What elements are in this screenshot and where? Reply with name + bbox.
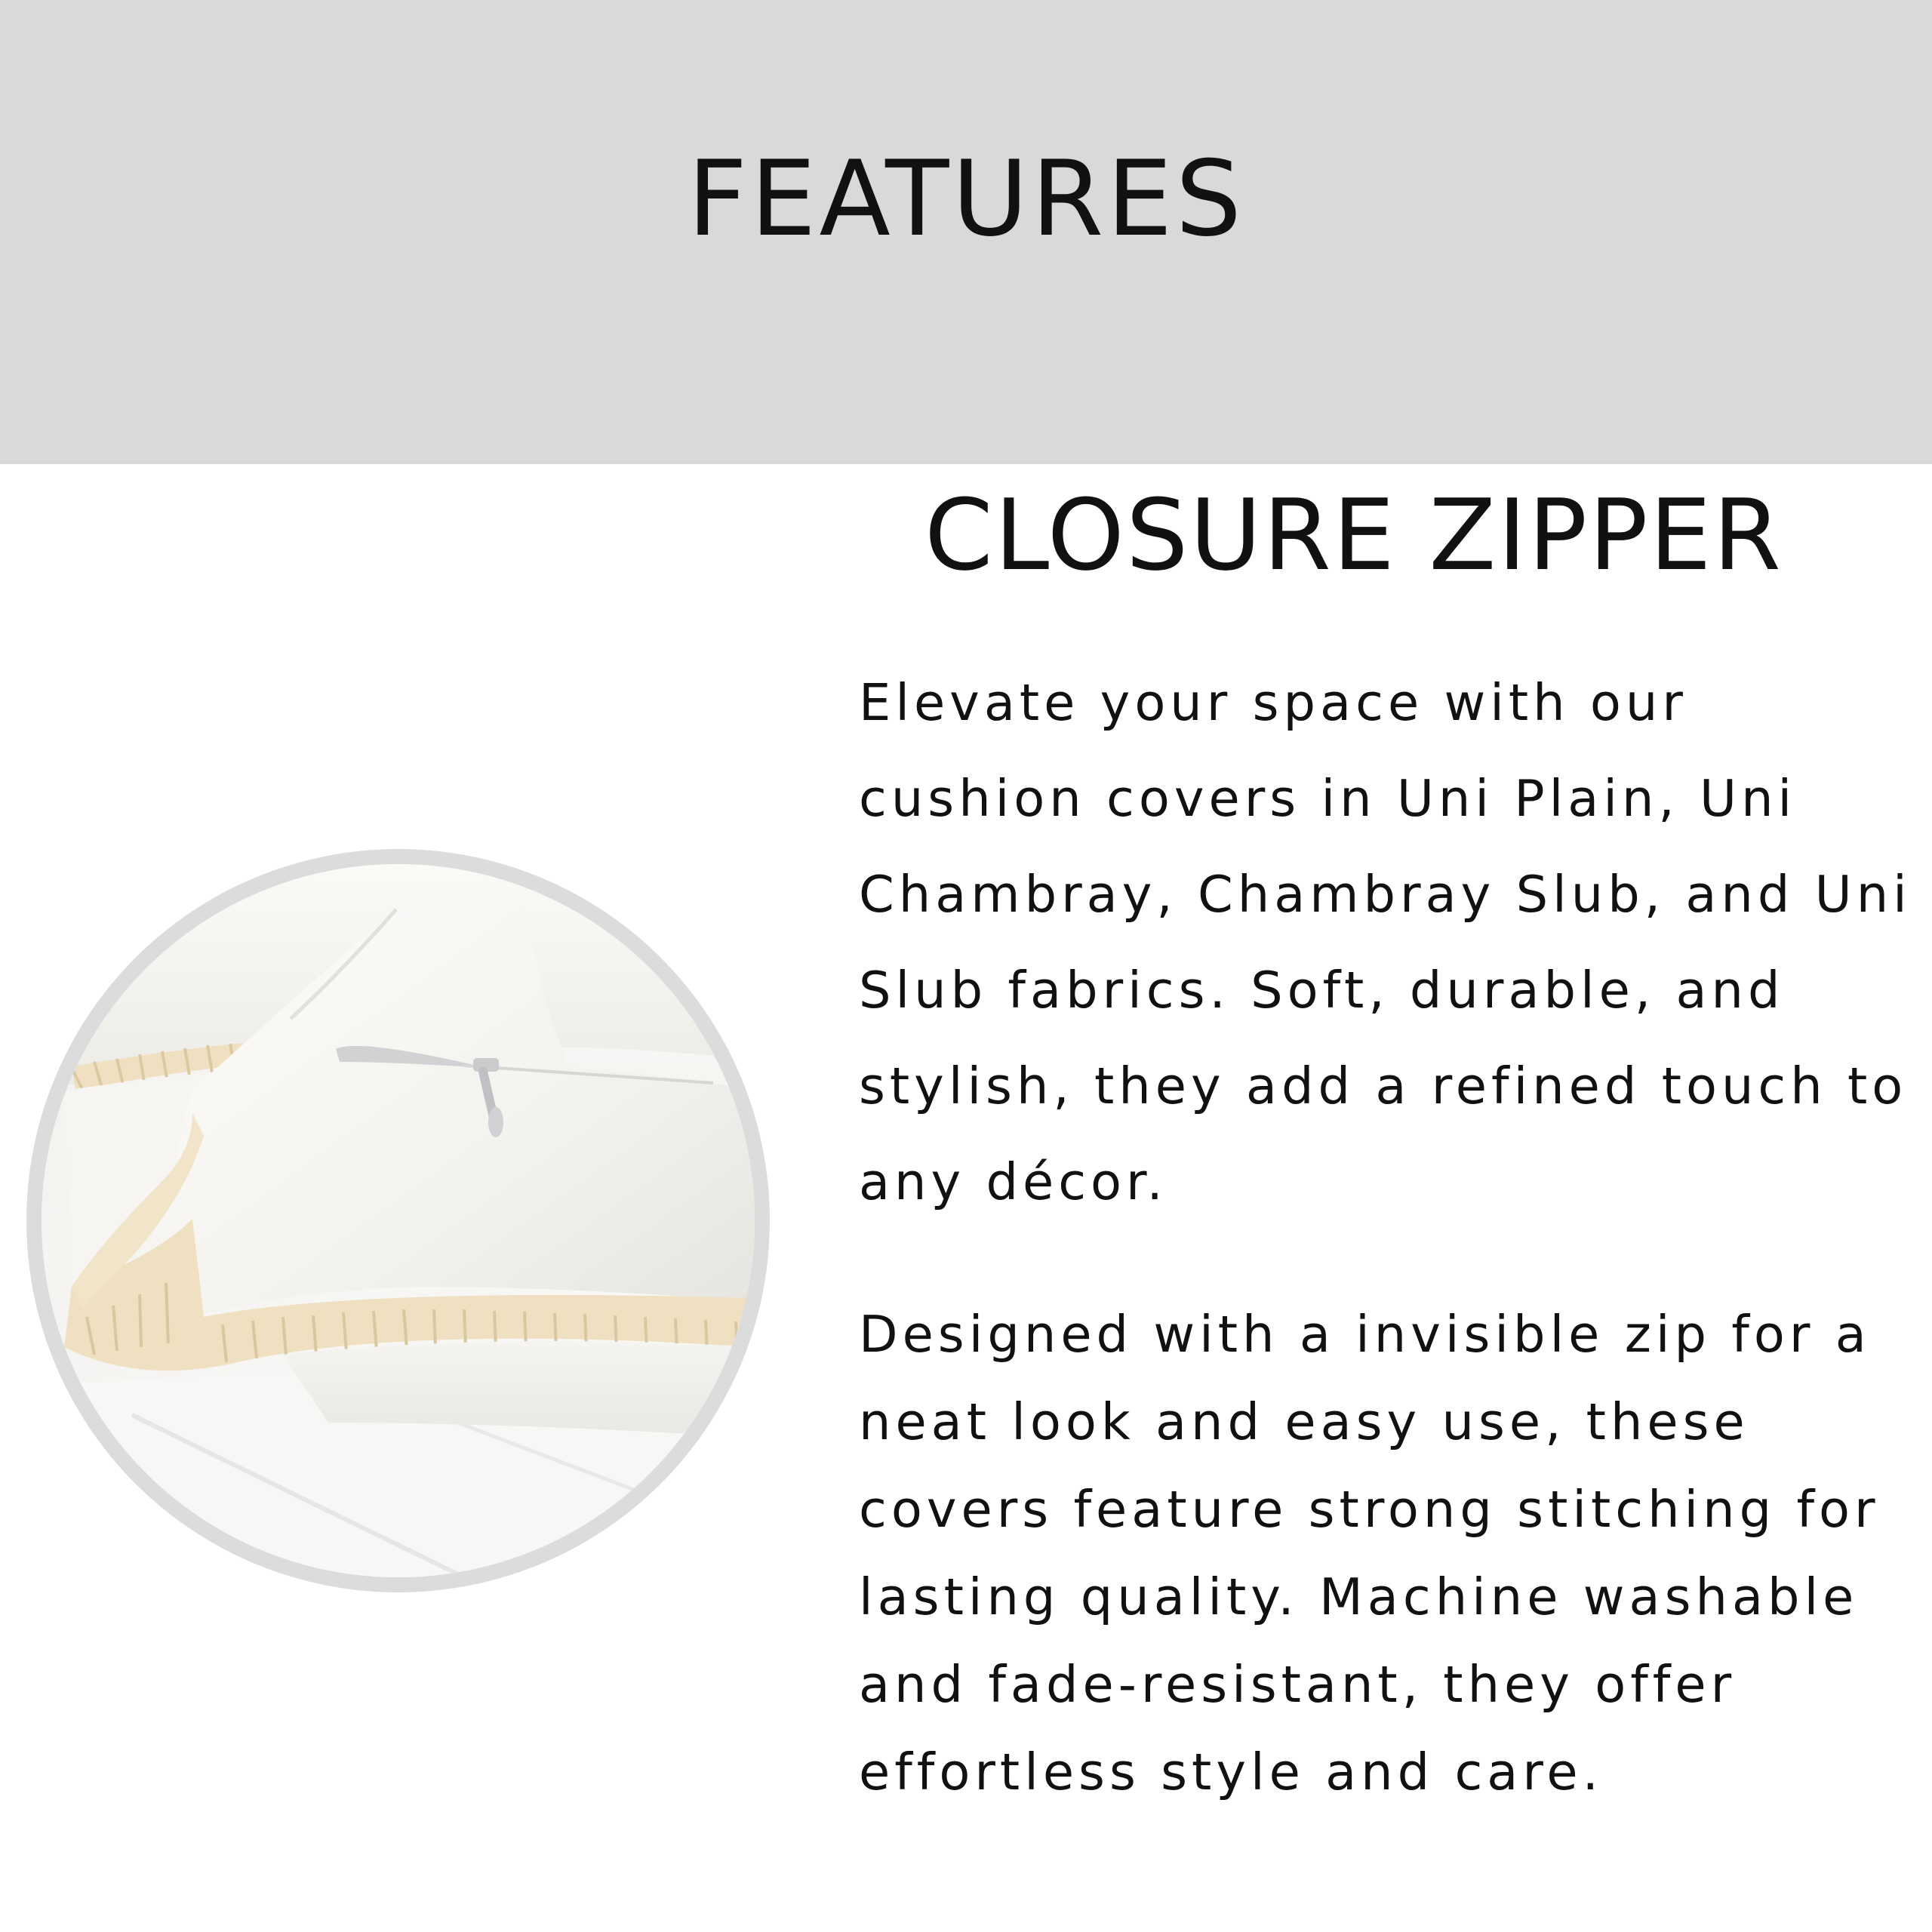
page-title: FEATURES xyxy=(687,138,1245,260)
product-photo-frame xyxy=(26,849,770,1592)
cushion-zipper-illustration xyxy=(42,864,755,1577)
feature-title: CLOSURE ZIPPER xyxy=(924,478,1783,592)
feature-details-paragraph: Designed with a invisible zip for a neat look and easy use, these covers feature strong stitching for lasting quality. Machine washable and fade-resistant, they offer effortless style and care. xyxy=(859,1305,1880,1801)
header-band xyxy=(0,0,1932,464)
product-photo xyxy=(42,864,755,1577)
feature-description-paragraph: Elevate your space with our cushion covers in Uni Plain, Uni Chambray, Chambray Slub, and Uni Slub fabrics. Soft, durable, and stylish, they add a refined touch to any décor. xyxy=(859,673,1912,1211)
